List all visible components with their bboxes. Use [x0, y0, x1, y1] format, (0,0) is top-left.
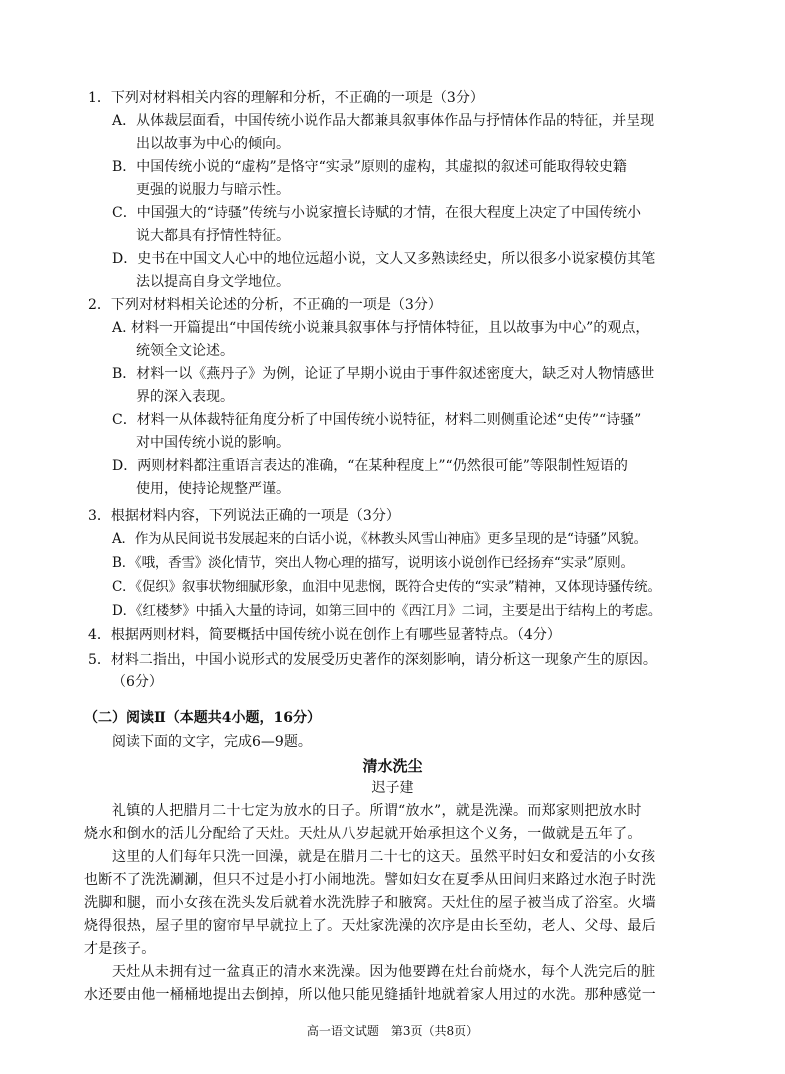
question-1-option-d-cont: 法以提高自身文学地位。	[136, 274, 290, 290]
question-1-option-c: C．中国强大的“诗骚”传统与小说家擅长诗赋的才情，在很大程度上决定了中国传统小	[112, 205, 642, 221]
question-3-option-c: C．《促织》叙事状物细腻形象，血泪中见悲悯，既符合史传的“实录”精神，又体现诗骚传统。	[112, 579, 661, 595]
question-2-stem: 2．下列对材料相关论述的分析，不正确的一项是（3分）	[88, 297, 442, 313]
paragraph-3-line-2: 水还要由他一桶桶地提出去倒掉，所以他只能见缝插针地就着家人用过的水洗。那种感觉一	[84, 987, 656, 1003]
paragraph-2-line-1: 这里的人们每年只洗一回澡，就是在腊月二十七的这天。虽然平时妇女和爱洁的小女孩	[112, 849, 656, 865]
question-3-option-b: B．《哦，香雪》淡化情节，突出人物心理的描写，说明该小说创作已经扬弃“实录”原则。	[112, 555, 634, 571]
question-3-option-d: D．《红楼梦》中插入大量的诗词，如第三回中的《西江月》二词，主要是出于结构上的考虑。	[112, 603, 662, 619]
paragraph-2-line-3: 洗脚和腿，而小女孩在洗头发后就着水洗洗脖子和腋窝。天灶住的屋子被当成了浴室。火墙	[84, 895, 656, 911]
question-2-option-c-cont: 对中国传统小说的影响。	[136, 435, 290, 451]
article-title: 清水洗尘	[362, 757, 423, 775]
question-1-option-a: A．从体裁层面看，中国传统小说作品大都兼具叙事体作品与抒情体作品的特征，并呈现	[112, 113, 655, 129]
page-footer: 高一语文试题 第3页（共8页）	[306, 1024, 479, 1038]
question-4-stem: 4．根据两则材料，简要概括中国传统小说在创作上有哪些显著特点。（4分）	[88, 627, 561, 643]
question-1-option-d: D．史书在中国文人心中的地位远超小说，文人又多熟读经史，所以很多小说家模仿其笔	[112, 251, 656, 267]
question-2-option-a: A. 材料一开篇提出“中国传统小说兼具叙事体与抒情体特征，且以故事为中心”的观点，	[112, 320, 650, 336]
section-2-heading: （二）阅读Ⅱ（本题共4小题，16分）	[84, 710, 322, 726]
paragraph-2-line-4: 烧得很热，屋子里的窗帘早早就拉上了。天灶家洗澡的次序是由长至幼，老人、父母、最后	[84, 918, 656, 934]
question-2-option-b: B．材料一以《燕丹子》为例，论证了早期小说由于事件叙述密度大，缺乏对人物情感世	[112, 366, 655, 382]
question-1-option-b: B．中国传统小说的“虚构”是恪守“实录”原则的虚构，其虚拟的叙述可能取得较史籍	[112, 159, 627, 175]
question-5-score: （6分）	[112, 674, 163, 690]
question-5-stem: 5．材料二指出，中国小说形式的发展受历史著作的深刻影响，请分析这一现象产生的原因。	[88, 652, 657, 668]
paragraph-2-line-5: 才是孩子。	[84, 941, 156, 957]
paragraph-3-line-1: 天灶从未拥有过一盆真正的清水来洗澡。因为他要蹲在灶台前烧水，每个人洗完后的脏	[112, 964, 656, 980]
question-2-option-a-cont: 统领全文论述。	[136, 343, 234, 359]
paragraph-1-line-1: 礼镇的人把腊月二十七定为放水的日子。所谓“放水”，就是洗澡。而郑家则把放水时	[112, 803, 642, 819]
question-1-option-b-cont: 更强的说服力与暗示性。	[136, 182, 290, 198]
question-1-option-a-cont: 出以故事为中心的倾向。	[136, 136, 290, 152]
question-2-option-d: D．两则材料都注重语言表达的准确，“在某种程度上”“仍然很可能”等限制性短语的	[112, 458, 628, 474]
section-2-intro: 阅读下面的文字，完成6—9题。	[112, 734, 312, 750]
question-1-stem: 1．下列对材料相关内容的理解和分析，不正确的一项是（3分）	[88, 90, 484, 106]
question-2-option-c: C．材料一从体裁特征角度分析了中国传统小说特征，材料二则侧重论述“史传”“诗骚”	[112, 412, 642, 428]
question-3-option-a: A．作为从民间说书发展起来的白话小说，《林教头风雪山神庙》更多呈现的是“诗骚”风貌。	[112, 531, 647, 547]
paragraph-2-line-2: 也断不了洗洗涮涮，但只不过是小打小闹地洗。譬如妇女在夏季从田间归来路过水泡子时洗	[84, 872, 656, 888]
article-author: 迟子建	[371, 780, 414, 796]
question-3-stem: 3．根据材料内容，下列说法正确的一项是（3分）	[88, 508, 400, 524]
question-1-option-c-cont: 说大都具有抒情性特征。	[136, 228, 290, 244]
paragraph-1-line-2: 烧水和倒水的活儿分配给了天灶。天灶从八岁起就开始承担这个义务，一做就是五年了。	[84, 826, 642, 842]
question-2-option-b-cont: 界的深入表现。	[136, 389, 234, 405]
question-2-option-d-cont: 使用，使持论规整严谨。	[136, 481, 290, 497]
